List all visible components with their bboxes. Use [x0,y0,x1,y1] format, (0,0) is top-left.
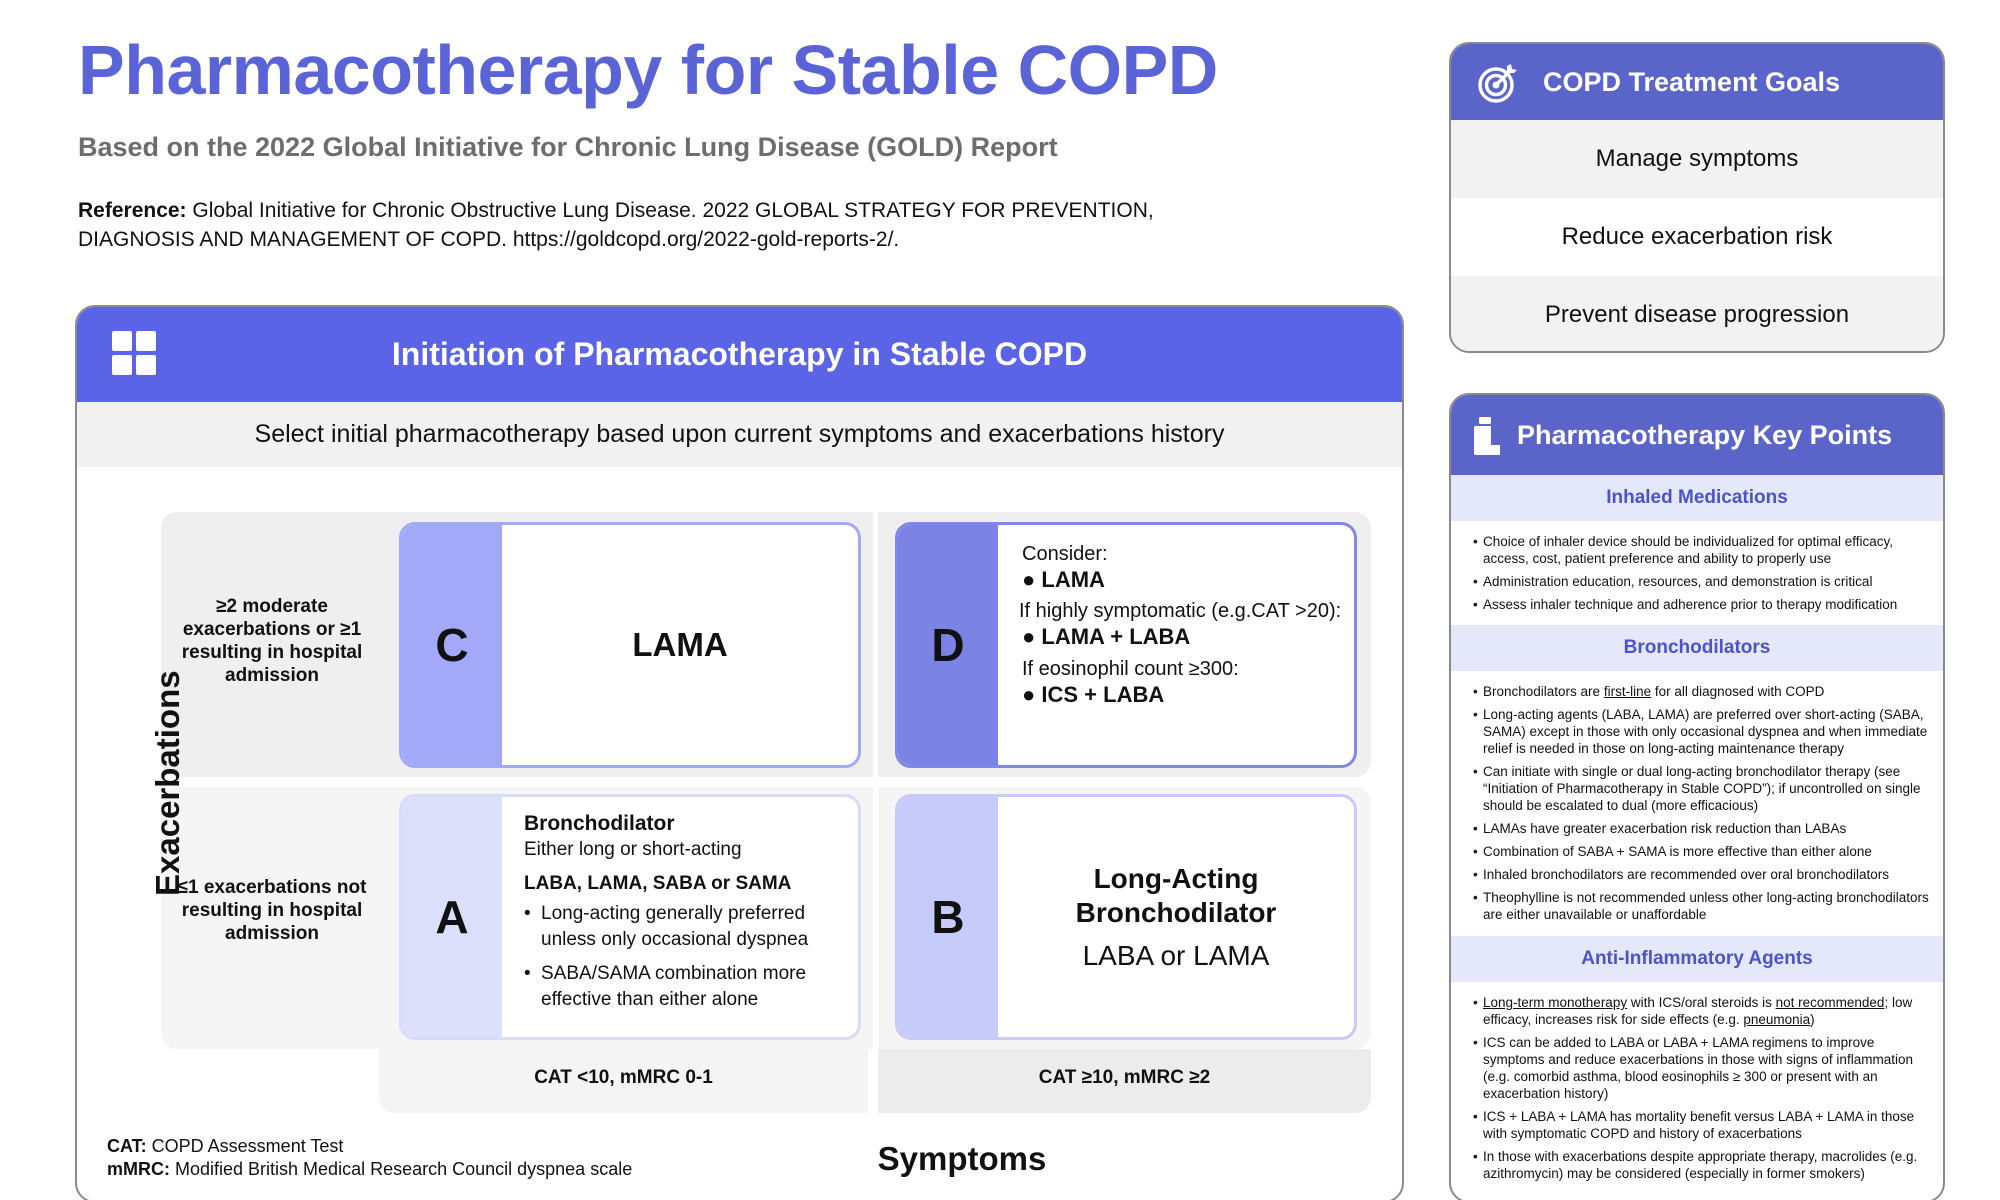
quadrant-a-heading: Bronchodilator [524,812,675,835]
not-recommended-underline: not recommended [1775,995,1885,1010]
treatment-goals-title: COPD Treatment Goals [1543,67,1841,97]
reference [78,196,1168,254]
pneumonia-underline: pneumonia [1743,1012,1811,1027]
inhaled-medications-list [1473,533,1933,619]
list-item: • ICS + LABA + LAMA has mortality benefit versus LABA + LAMA in those with symptomatic COPD and history of exacerbations [1473,1108,1933,1142]
inhaler-icon [1473,417,1501,455]
quadrant-a-letter: A [402,797,502,1037]
list-item: • Inhaled bronchodilators are recommended over oral bronchodilators [1473,866,1933,883]
list-item: • Choice of inhaler device should be individualized for optimal efficacy, access, cost, patient preference and ability to properly use [1473,533,1933,567]
quadrant-a-card [399,794,861,1040]
bronchodilators-list [1473,683,1933,929]
list-item: • Can initiate with single or dual long-acting bronchodilator therapy (see “Initiation of Pharmacotherapy in Stable COPD”); if uncontrolled on single should be escalated to dual (more efficacious) [1473,763,1933,814]
goal-item: Reduce exacerbation risk [1451,198,1943,276]
first-line-underline: first-line [1603,684,1652,699]
row-label-high-exacerbations: ≥2 moderate exacerbations or ≥1 resulting in hospital admission [181,596,363,686]
page-subtitle: Based on the 2022 Global Initiative for Chronic Lung Disease (GOLD) Report [78,132,1058,162]
initiation-instruction: Select initial pharmacotherapy based upon current symptoms and exacerbations history [77,402,1402,467]
treatment-goals-header [1451,44,1943,120]
quadrant-c-letter: C [402,525,502,765]
list-item: • Long-acting agents (LABA, LAMA) are preferred over short-acting (SABA, SAMA) except in those with only occasional dyspnea and when immediate relief is needed in those on long-acting maintenance therapy [1473,706,1933,757]
quadrant-d-option-1: ● LAMA [1022,567,1105,592]
quadrant-d-consider: Consider: [1022,543,1108,565]
column-divider [873,512,878,1113]
page-title: Pharmacotherapy for Stable COPD [78,31,1218,109]
row-label-low-exacerbations: ≤1 exacerbations not resulting in hospital admission [177,877,367,944]
quadrant-d-option-2: ● LAMA + LABA [1022,624,1191,649]
quadrant-a-bullets [524,901,858,1013]
quadrant-c-therapy: LAMA [632,626,728,663]
column-label-high-symptoms: CAT ≥10, mMRC ≥2 [1038,1067,1211,1088]
goal-item: Manage symptoms [1451,120,1943,198]
legend-mmrc-text: Modified British Medical Research Council dyspnea scale [170,1159,633,1179]
quadrant-b-therapy: LABA or LAMA [1082,940,1270,971]
section-heading-inhaled: Inhaled Medications [1451,475,1943,521]
legend-cat-label: CAT: [107,1136,147,1156]
list-item: • ICS can be added to LABA or LABA + LAMA regimens to improve symptoms and reduce exacerbations in those with signs of inflammation (e.g. comorbid asthma, blood eosinophils ≥ 300 or present with an exacerbation history) [1473,1034,1933,1102]
list-item: • In those with exacerbations despite appropriate therapy, macrolides (e.g. azithromycin) may be considered (especially in former smokers) [1473,1148,1933,1182]
list-item: • Long-acting generally preferred unless only occasional dyspnea [524,901,858,953]
legend-cat-text: COPD Assessment Test [146,1136,344,1156]
quadrant-d-condition-3: If eosinophil count ≥300: [1022,658,1239,680]
list-item: • Administration education, resources, and demonstration is critical [1473,573,1933,590]
legend-mmrc-label: mMRC: [107,1159,170,1179]
key-points-header [1451,395,1943,475]
quadrant-d-card [895,522,1357,768]
list-item: • Bronchodilators are first-line for all diagnosed with COPD [1473,683,1933,700]
treatment-goals-card [1449,42,1945,353]
long-term-monotherapy-underline: Long-term monotherapy [1483,995,1628,1010]
reference-label: Reference: [78,199,187,222]
abbreviation-legend [107,1135,632,1181]
x-axis-label: Symptoms [877,1140,1047,1177]
initiation-panel [75,305,1404,1200]
quadrant-b-card [895,794,1357,1040]
quadrant-b-heading: Long-Acting Bronchodilator [1075,863,1277,928]
quadrant-c-card [399,522,861,768]
y-axis-label: Exacerbations [149,670,186,896]
list-item: • Combination of SABA + SAMA is more effective than either alone [1473,843,1933,860]
section-heading-anti-inflammatory: Anti-Inflammatory Agents [1451,936,1943,982]
section-heading-bronchodilators: Bronchodilators [1451,625,1943,671]
list-item: • Long-term monotherapy with ICS/oral steroids is not recommended; low efficacy, increases risk for side effects (e.g. pneumonia) [1473,994,1933,1028]
key-points-card [1449,393,1945,1200]
anti-inflammatory-list [1473,994,1933,1188]
column-label-low-symptoms: CAT <10, mMRC 0-1 [534,1067,713,1088]
goal-item: Prevent disease progression [1451,276,1943,353]
list-item: • LAMAs have greater exacerbation risk reduction than LABAs [1473,820,1933,837]
list-item: • Assess inhaler technique and adherence prior to therapy modification [1473,596,1933,613]
quadrant-b-letter: B [898,797,998,1037]
list-item: • Theophylline is not recommended unless other long-acting bronchodilators are either unavailable or unaffordable [1473,889,1933,923]
quadrant-d-option-3: ● ICS + LABA [1022,682,1165,707]
quadrant-d-condition-2: If highly symptomatic (e.g.CAT >20): [1019,600,1342,622]
quadrant-a-description: Either long or short-acting [524,839,742,860]
initiation-panel-title: Initiation of Pharmacotherapy in Stable COPD [391,336,1088,372]
list-item: • SABA/SAMA combination more effective than either alone [524,961,858,1013]
target-icon [1477,62,1519,104]
initiation-panel-header [77,307,1402,402]
reference-text: Global Initiative for Chronic Obstructive Lung Disease. 2022 GLOBAL STRATEGY FOR PREVENTION, DIAGNOSIS AND MANAGEMENT OF COPD. https://goldcopd.org/2022-gold-reports-2/. [78,199,1154,251]
quadrant-a-options: LABA, LAMA, SABA or SAMA [524,873,792,894]
quadrant-d-letter: D [898,525,998,765]
key-points-title: Pharmacotherapy Key Points [1517,420,1893,450]
